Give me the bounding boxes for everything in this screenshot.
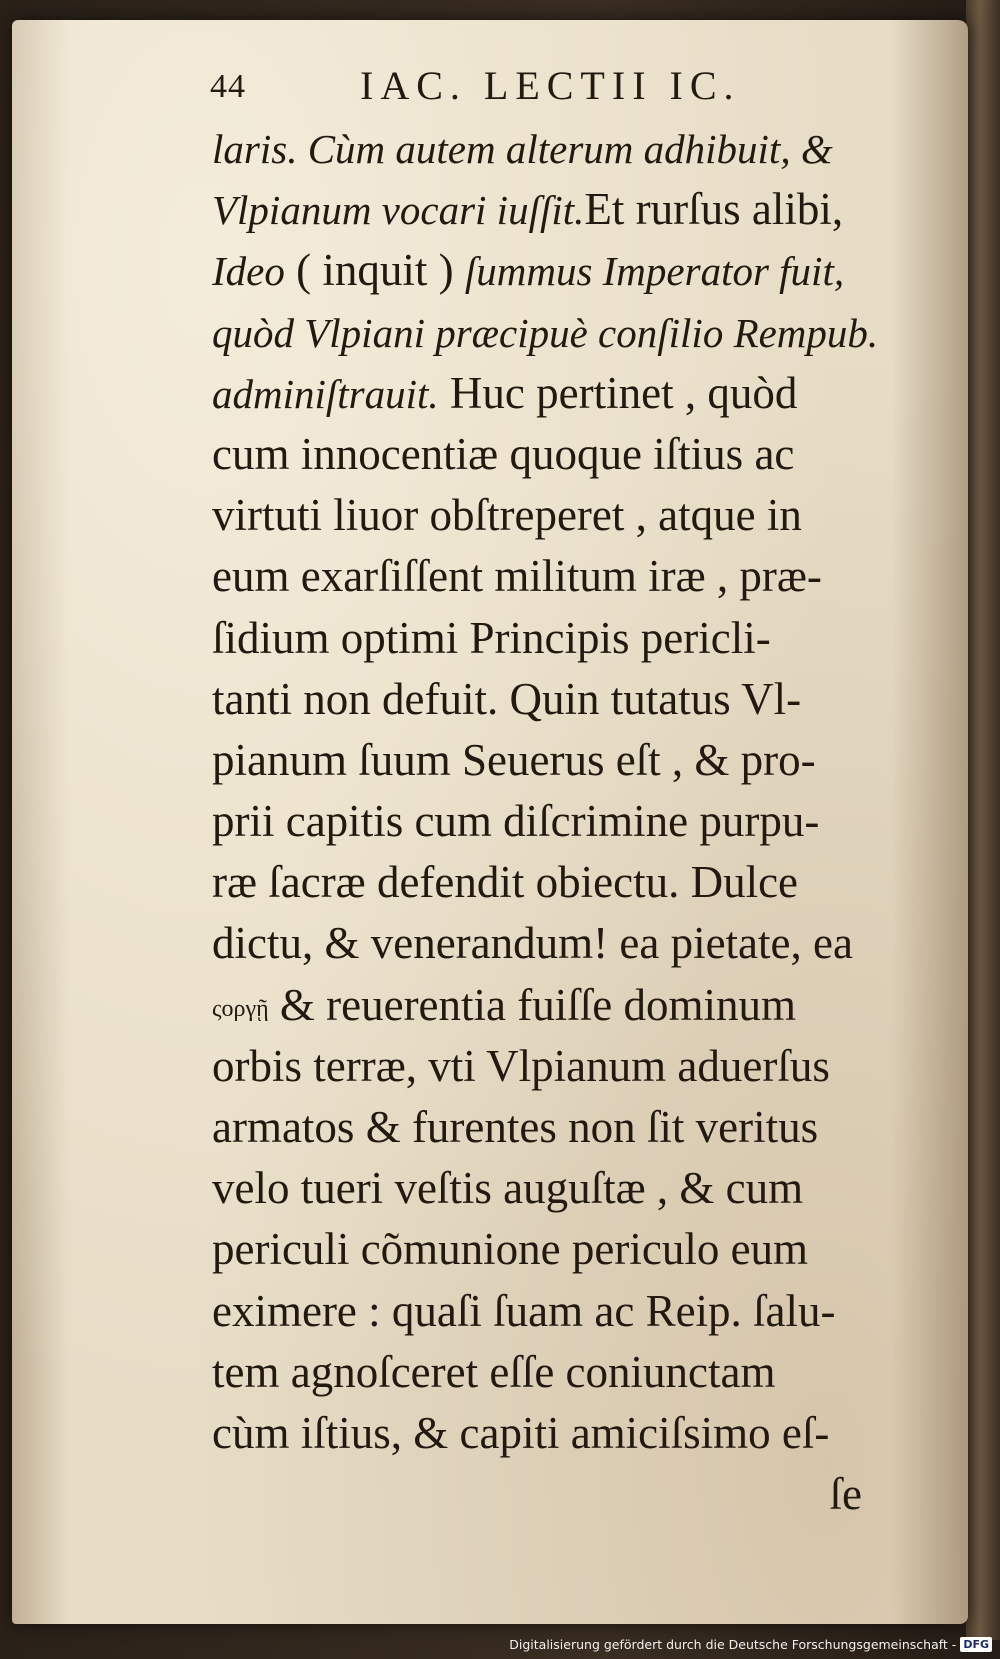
text-line <box>212 913 922 974</box>
text-line <box>212 179 922 240</box>
text-segment: ræ ſacræ defendit obiectu. Dulce <box>212 857 799 908</box>
text-segment: Huc pertinet , quòd <box>438 367 798 418</box>
page-number: 44 <box>210 68 246 105</box>
text-line <box>212 1342 922 1403</box>
text-segment: prii capitis cum diſcrimine purpu- <box>212 796 820 847</box>
running-head-title: IAC. LECTII IC. <box>360 63 741 108</box>
text-segment: cùm iſtius, & capiti amiciſsimo eſ- <box>212 1407 830 1458</box>
text-line <box>212 975 922 1036</box>
text-segment: velo tueri veſtis auguſtæ , & cum <box>212 1163 804 1214</box>
text-segment: dictu, & venerandum! ea pietate, ea <box>212 918 853 969</box>
text-line <box>212 302 922 363</box>
running-head <box>210 62 890 114</box>
text-segment: ſidium optimi Principis pericli- <box>212 612 771 663</box>
text-segment: Ideo <box>212 248 285 295</box>
text-line <box>212 240 922 301</box>
text-line <box>212 1097 922 1158</box>
text-line <box>212 1403 922 1464</box>
text-segment: eum exarſiſſent militum iræ , præ- <box>212 551 822 602</box>
text-segment: adminiſtrauit. <box>212 370 439 417</box>
text-segment: Et rurſus alibi, <box>584 184 844 235</box>
credit-text: Digitalisierung gefördert durch die Deutsche Forschungsgemeinschaft - <box>509 1636 957 1652</box>
text-segment: armatos & furentes non ſit veritus <box>212 1102 819 1152</box>
digitization-credit <box>509 1635 992 1653</box>
text-segment: pianum ſuum Seuerus eſt , & pro- <box>212 734 816 785</box>
text-segment: Vlpianum vocari iuſſit. <box>212 187 585 234</box>
text-line <box>212 118 922 179</box>
text-line <box>212 1219 922 1280</box>
text-segment: & reuerentia fuiſſe dominum <box>268 979 796 1030</box>
text-line <box>212 791 922 852</box>
text-segment: tanti non defuit. Quin tutatus Vl- <box>212 673 802 724</box>
text-segment: tem agnoſceret eſſe coniunctam <box>212 1346 776 1397</box>
book-edge <box>966 0 1000 1640</box>
text-line <box>212 546 922 607</box>
text-segment: orbis terræ, vti Vlpianum aduerſus <box>212 1040 830 1091</box>
text-segment: quòd Vlpiani præcipuè conſilio Rempub. <box>212 309 879 356</box>
text-segment: eximere : quaſi ſuam ac Reip. ſalu- <box>212 1285 836 1336</box>
text-segment: laris. Cùm autem alterum adhibuit, & <box>212 126 833 172</box>
text-line <box>212 852 922 913</box>
text-line <box>212 730 922 791</box>
text-segment: ςοργῇ <box>212 995 269 1022</box>
text-line <box>212 1036 922 1097</box>
text-segment: virtuti liuor obſtreperet , atque in <box>212 490 802 541</box>
text-line <box>212 485 922 546</box>
catchword: ſe <box>829 1469 862 1520</box>
body-text <box>212 118 922 1525</box>
text-segment: cum innocentiæ quoque iſtius ac <box>212 428 795 479</box>
text-line <box>212 608 922 669</box>
text-line <box>212 1281 922 1342</box>
text-line <box>212 363 922 424</box>
text-line <box>212 1158 922 1219</box>
text-segment: periculi cõmunione periculo eum <box>212 1224 809 1275</box>
text-segment: ſummus Imperator fuit, <box>464 248 845 295</box>
dfg-logo: DFG <box>960 1637 992 1652</box>
text-line <box>212 669 922 730</box>
text-segment: ( inquit ) <box>284 245 465 296</box>
text-line <box>212 424 922 485</box>
